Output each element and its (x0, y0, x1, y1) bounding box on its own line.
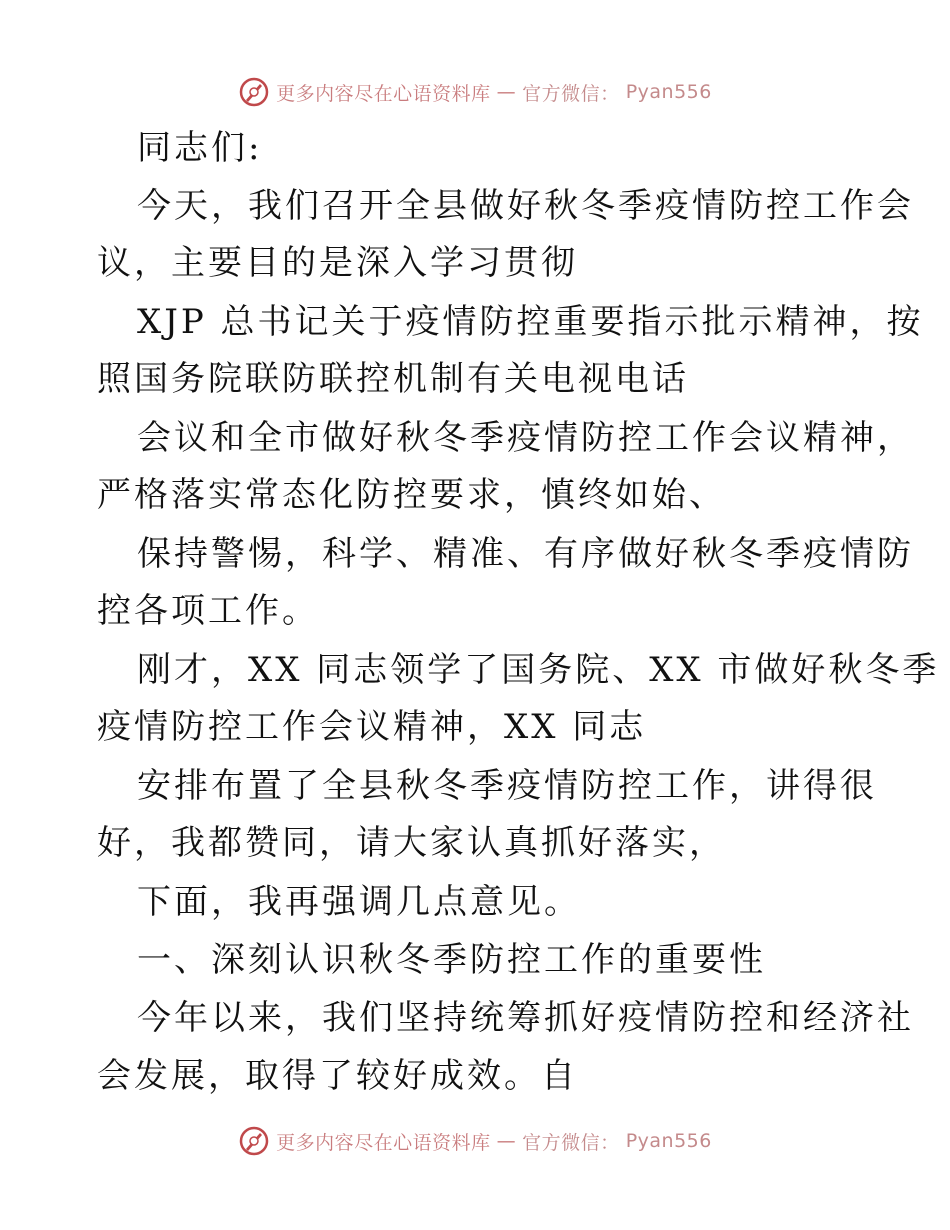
section-heading: 一、深刻认识秋冬季防控工作的重要性 (137, 940, 766, 980)
paragraph-line: 议，主要目的是深入学习贯彻 (97, 243, 578, 283)
banner-separator: — (496, 1130, 517, 1152)
header-watermark-banner (0, 72, 950, 112)
paragraph-line: 今年以来，我们坚持统筹抓好疫情防控和经济社 (137, 998, 914, 1038)
salutation: 同志们: (137, 128, 263, 168)
quill-circle-logo-icon (238, 76, 270, 108)
paragraph-line: XJP 总书记关于疫情防控重要指示批示精神，按 (137, 302, 924, 342)
paragraph-line: 好，我都赞同，请大家认真抓好落实， (97, 823, 726, 863)
paragraph-line: 安排布置了全县秋冬季疫情防控工作，讲得很 (137, 766, 877, 806)
banner-main-text: 更多内容尽在心语资料库 (276, 82, 491, 105)
banner-separator: — (496, 81, 517, 103)
paragraph-line: 会议和全市做好秋冬季疫情防控工作会议精神， (137, 418, 914, 458)
banner-wechat-id: Pyan556 (625, 81, 712, 103)
paragraph-line: 保持警惕，科学、精准、有序做好秋冬季疫情防 (137, 534, 914, 574)
banner-wechat-label: 官方微信： (522, 82, 620, 105)
paragraph-line: 刚才，XX 同志领学了国务院、XX 市做好秋冬季 (137, 650, 940, 690)
paragraph-line: 控各项工作。 (97, 591, 319, 631)
paragraph-line: 会发展，取得了较好成效。自 (97, 1056, 578, 1096)
paragraph-line: 严格落实常态化防控要求，慎终如始、 (97, 475, 726, 515)
banner-main-text: 更多内容尽在心语资料库 (276, 1131, 491, 1154)
paragraph-line: 疫情防控工作会议精神，XX 同志 (97, 707, 647, 747)
footer-watermark-banner (0, 1121, 950, 1161)
paragraph-line: 照国务院联防联控机制有关电视电话 (97, 359, 689, 399)
banner-wechat-id: Pyan556 (625, 1130, 712, 1152)
paragraph-line: 今天，我们召开全县做好秋冬季疫情防控工作会 (137, 186, 914, 226)
quill-circle-logo-icon (238, 1125, 270, 1157)
paragraph-line: 下面，我再强调几点意见。 (137, 882, 581, 922)
banner-wechat-label: 官方微信： (522, 1131, 620, 1154)
